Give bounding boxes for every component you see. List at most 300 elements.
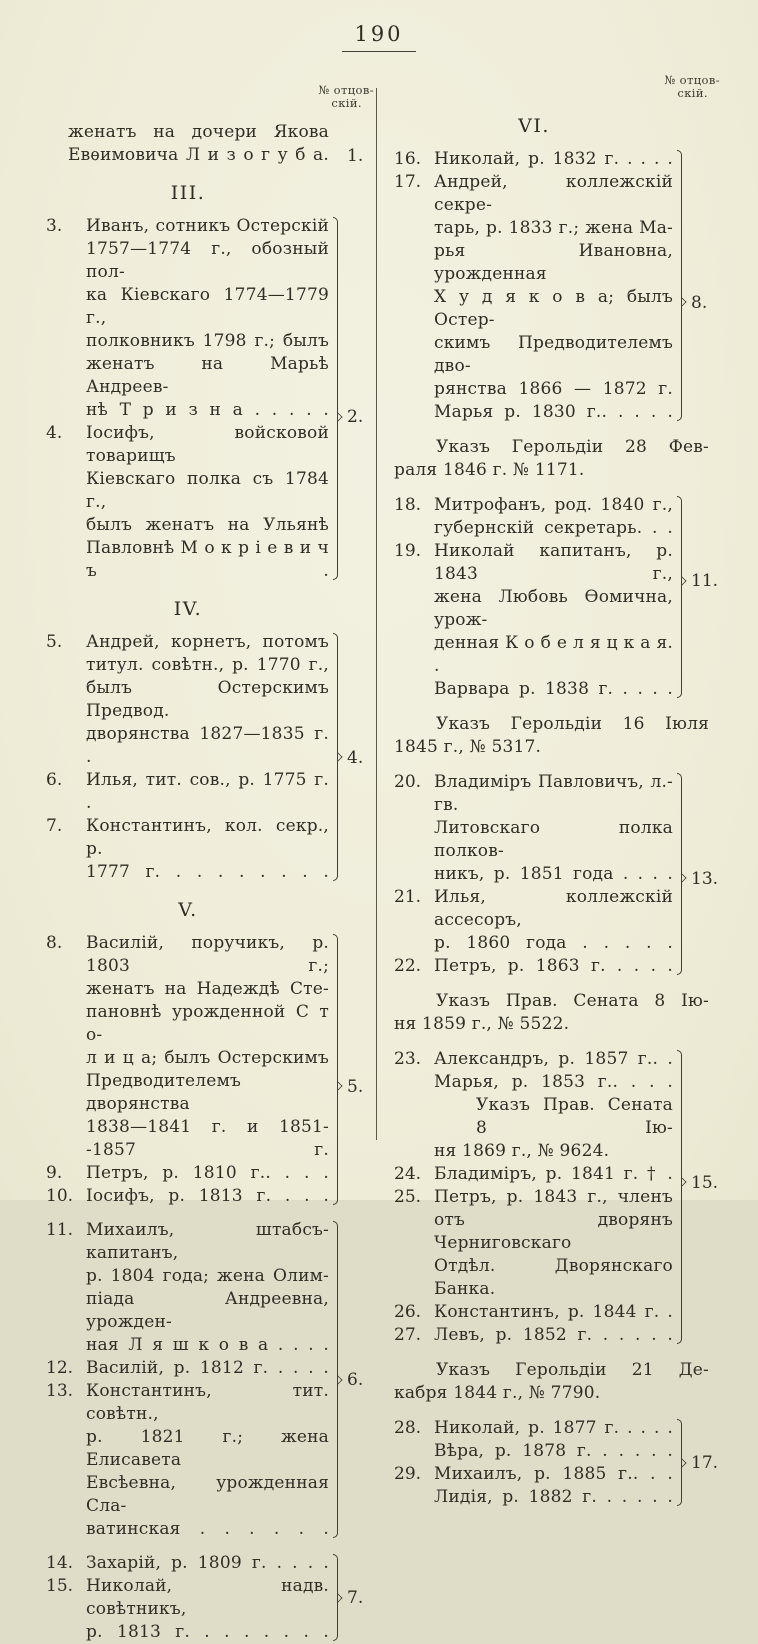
entry-number [394,1071,434,1094]
entry-line [46,861,329,884]
entry-text: р. 1860 года . . . . . [434,933,673,953]
entry-text: Х у д я к о в а; былъ Остер- [434,287,673,330]
group-bracket [677,1419,682,1506]
entry-line [394,378,673,401]
entry-number: 28. [394,1418,422,1438]
entry-text: скимъ Предводителемъ дво- [434,333,673,376]
entry-number: 29. [394,1464,422,1484]
entry-number [46,1288,86,1334]
entry-number: 8. [46,933,63,953]
entry-text: женатъ на Надеждѣ Сте- [86,979,329,999]
entry-line [394,1209,673,1255]
entry-text: полковникъ 1798 г.; былъ [86,331,329,351]
entry-line [394,1417,673,1440]
entry-line [394,148,673,171]
decree-text: Указъ Герольдіи 16 Іюля [436,714,709,734]
entry-lines [394,1048,684,1347]
entry-text: Евѳимовича Л и з о г у б а. [68,145,329,165]
entry-text: Марья, р. 1853 г.. . . . [434,1072,673,1092]
decree-lines [394,436,720,482]
entry-line [394,632,673,678]
entry-text: Василій, р. 1812 г. . . . . [86,1358,329,1378]
entry-number: 27. [394,1325,422,1345]
page-number-rule [342,51,416,52]
entry-line [46,514,329,537]
entry-text: женатъ на дочери Якова [68,122,329,142]
entry-text: Петръ, р. 1810 г.. . . . [86,1163,329,1183]
entry-text: губернскій секретарь. . . [434,518,673,538]
entry-number [46,1116,86,1162]
entry-text: ная Л я ш к о в а . . . . [86,1335,329,1355]
entry-text: былъ Остерскимъ Предвод. [86,678,329,721]
entry-line [394,886,673,932]
entry-line [46,1219,329,1265]
decree-line [394,459,709,482]
entry-number: 7. [46,816,63,836]
entry-number [46,1265,86,1288]
entry-line [46,1047,329,1070]
entry-text: Бладиміръ, р. 1841 г. † . [434,1164,673,1184]
entry-number [394,678,434,701]
entry-text: рья Ивановна, урожденная [434,241,673,284]
entry-line [46,654,329,677]
entry-line [46,144,329,167]
decree-lines [394,990,720,1036]
entry-line [394,771,673,817]
entry-number [394,286,434,332]
decree-line [394,436,709,459]
group-bracket [677,496,682,698]
group-bracket [677,773,682,975]
entry-line [46,1426,329,1472]
entry-text: л и ц а; былъ Остерскимъ [86,1048,329,1068]
father-number: 2. [347,407,364,428]
entry-line [394,217,673,240]
entry-text: рянства 1866 — 1872 г. [434,379,673,399]
entry-text: Николай, р. 1832 г. . . . . [434,149,673,169]
decree-text: ня 1859 г., № 5522. [394,1014,570,1034]
entry-number [46,1070,86,1116]
entry-line [394,1486,673,1509]
entry-line [394,540,673,586]
entry-number: 25. [394,1187,422,1207]
father-number-cell [684,148,720,424]
entry-number: 16. [394,149,422,169]
decree-line [394,990,709,1013]
group-bracket [333,1221,338,1538]
entry-group [46,215,376,583]
entry-line [46,932,329,978]
entry-number [46,514,86,537]
entry-lines [46,1552,340,1644]
entry-text: Андрей, коллежскій секре- [434,172,673,215]
entry-line [394,863,673,886]
father-number-cell [684,771,720,978]
entry-number [394,586,434,632]
entry-text: Илья, коллежскій ассесоръ, [434,887,673,930]
entry-number [46,1472,86,1518]
entry-lines [394,771,684,978]
entry-group [46,121,376,167]
entry-line [46,677,329,723]
entry-text: Николай, надв. совѣтникъ, [86,1576,329,1619]
entry-line [394,955,673,978]
entry-number [46,861,86,884]
entry-number: 24. [394,1164,422,1184]
entry-number [46,1518,86,1541]
column-header-line: № отцов- [664,73,720,87]
entry-number: 5. [46,632,63,652]
father-number: 11. [691,570,719,591]
entry-line [46,399,329,422]
entry-line [46,723,329,769]
entry-line [46,1116,329,1162]
entry-lines [394,148,684,424]
entry-lines [394,1417,684,1509]
entry-number [394,863,434,886]
entry-group [46,631,376,884]
entry-line [394,171,673,217]
entry-line [46,1621,329,1644]
entry-line [46,1185,329,1208]
entry-number [394,332,434,378]
column-header-line: скій. [677,86,708,100]
entry-number [394,1094,434,1140]
entry-line [46,1380,329,1426]
entry-line [46,1575,329,1621]
father-number-cell [340,1219,376,1541]
entry-number: 13. [46,1381,74,1401]
entry-line [46,815,329,861]
entry-line [46,1001,329,1047]
entry-line [394,817,673,863]
entry-line [394,1094,673,1140]
decree-line [394,1359,709,1382]
father-number: 7. [347,1588,364,1608]
father-number-cell [684,1048,720,1347]
entry-lines [46,121,340,167]
entry-line [394,1255,673,1301]
decree-text: Указъ Герольдіи 21 Де- [436,1360,709,1380]
entry-text: Петръ, р. 1863 г. . . . . [434,956,673,976]
entry-line [46,422,329,468]
entry-group [46,932,376,1208]
entry-number: 18. [394,495,422,515]
entry-line [46,978,329,1001]
entry-text: Михаилъ, штабсъ-капитанъ, [86,1220,329,1263]
entry-number [46,1334,86,1357]
entry-text: Марья р. 1830 г.. . . . . [434,402,673,422]
entry-number: 21. [394,887,422,907]
group-bracket [333,633,338,881]
entry-number [394,1486,434,1509]
father-number: 1. [347,145,364,166]
entry-line [46,468,329,514]
entry-text: Варвара р. 1838 г. . . . . [434,679,673,699]
entry-number: 20. [394,772,422,792]
entry-line [394,1071,673,1094]
entry-line [394,1048,673,1071]
entry-line [46,353,329,399]
entry-number [46,537,86,583]
entry-text: Литовскаго полка полков- [434,818,673,861]
entry-number [46,284,86,330]
entry-text: Константинъ, р. 1844 г. . [434,1302,673,1322]
entry-line [394,1463,673,1486]
entry-number: 11. [46,1220,74,1240]
entry-number [46,978,86,1001]
group-bracket [333,217,338,580]
group-bracket [333,1554,338,1641]
entry-text: Владиміръ Павловичъ, л.-гв. [434,772,673,815]
entry-number [46,654,86,677]
entry-text: Указъ Прав. Сената 8 Ію- [476,1095,673,1138]
entry-number [394,1255,434,1301]
decree-line [394,736,709,759]
entry-text: Кіевскаго полка съ 1784 г., [86,469,329,512]
column-header-line: скій. [331,96,362,110]
entry-line [46,1162,329,1185]
group-bracket [333,934,338,1205]
father-number-cell [340,932,376,1208]
entry-line [394,1163,673,1186]
entry-line [46,1265,329,1288]
entry-text: Александръ, р. 1857 г.. . [434,1049,673,1069]
entry-number: 17. [394,172,422,192]
entry-text: р. 1804 года; жена Олим- [86,1266,329,1286]
father-number: 5. [347,1076,364,1097]
entry-text: р. 1813 г. . . . . . . . [86,1622,329,1642]
section-heading: VI. [518,115,550,137]
entry-number: 6. [46,770,63,790]
decree-text: кабря 1844 г., № 7790. [394,1383,601,1403]
entry-number [394,240,434,286]
column-header-line: № отцов- [318,83,374,97]
entry-number: 4. [46,423,63,443]
entry-text: ня 1869 г., № 9624. [434,1141,610,1161]
entry-number [46,723,86,769]
entry-line [394,1440,673,1463]
entry-line [394,1140,673,1163]
decree-block [394,1359,720,1405]
entry-number [46,121,68,144]
entry-line [46,330,329,353]
entry-number [394,517,434,540]
entry-text: жена Любовь Ѳомична, урож- [434,587,673,630]
entry-text: р. 1821 г.; жена Елисавета [86,1427,329,1470]
entry-line [394,1301,673,1324]
decree-block [394,990,720,1036]
entry-text: Павловнѣ М о к р і е в и ч ъ . [86,538,329,581]
decree-lines [394,1359,720,1405]
entry-line [394,332,673,378]
entry-group [394,148,720,424]
entry-group [394,1048,720,1347]
entry-line [394,240,673,286]
father-number-cell [684,494,720,701]
entry-number: 26. [394,1302,422,1322]
entry-number [46,144,68,167]
decree-line [394,713,709,736]
entry-lines [46,1219,340,1541]
entry-number [46,677,86,723]
entry-number: 19. [394,541,422,561]
entry-line [46,1334,329,1357]
entry-text: піада Андреевна, урожден- [86,1289,329,1332]
entry-text: Николай, р. 1877 г. . . . . [434,1418,673,1438]
father-number: 8. [691,292,708,313]
entry-line [46,284,329,330]
entry-text: Лидія, р. 1882 г. . . . . . [434,1487,673,1507]
entry-number [46,399,86,422]
father-number-cell [340,121,376,167]
entry-text: никъ, р. 1851 года . . . . [434,864,673,884]
entry-lines [46,932,340,1208]
section-heading: V. [178,899,198,921]
entry-text: Захарій, р. 1809 г. . . . . [86,1553,329,1573]
entry-number [46,330,86,353]
entry-number [46,238,86,284]
entry-line [46,537,329,583]
entry-text: Михаилъ, р. 1885 г.. . . [434,1464,673,1484]
entry-text: Илья, тит. сов., р. 1775 г. . [86,770,329,813]
entry-text: Константинъ, кол. секр., р. [86,816,329,859]
entry-text: дворянства 1827—1835 г. . [86,724,329,767]
father-number-column-header [46,84,374,110]
entry-number [394,632,434,678]
entry-text: 1757—1774 г., обозный пол- [86,239,329,282]
entry-number [46,1621,86,1644]
entry-text: пановнѣ урожденной С т о- [86,1002,329,1045]
entry-line [394,1186,673,1209]
entry-number [46,353,86,399]
entry-text: ка Кіевскаго 1774—1779 г., [86,285,329,328]
entry-text: денная К о б е л я ц к а я. . [434,633,673,676]
entry-text: титул. совѣтн., р. 1770 г., [86,655,329,675]
decree-text: раля 1846 г. № 1171. [394,460,585,480]
entry-line [394,494,673,517]
entry-group [394,494,720,701]
entry-text: Предводителемъ дворянства [86,1071,242,1114]
entry-lines [46,631,340,884]
father-number: 4. [347,747,364,768]
entry-group [46,1552,376,1644]
entry-text: Петръ, р. 1843 г., членъ [434,1187,673,1207]
entry-number [394,817,434,863]
entry-number [46,1426,86,1472]
entry-number: 10. [46,1186,74,1206]
entry-text: Отдѣл. Дворянскаго Банка. [434,1256,673,1299]
father-number-cell [340,215,376,583]
father-number-cell [340,1552,376,1644]
column-left [46,74,376,1642]
father-number: 6. [347,1370,364,1390]
entry-number [394,932,434,955]
entry-line [394,286,673,332]
entry-line [394,932,673,955]
entry-number [46,1001,86,1047]
entry-lines [46,215,340,583]
entry-number: 3. [46,216,63,236]
entry-line [46,1070,329,1116]
entry-number [46,468,86,514]
group-bracket [677,1050,682,1344]
entry-text: отъ дворянъ Черниговскаго [434,1210,673,1253]
entry-text: Іосифъ, войсковой товарищъ [86,423,329,466]
entry-group [394,771,720,978]
decree-lines [394,713,720,759]
entry-text: Иванъ, сотникъ Остерскій [86,216,329,236]
decree-text: Указъ Прав. Сената 8 Ію- [436,991,709,1011]
entry-number: 9. [46,1163,63,1183]
father-number-column-header [394,74,720,100]
father-number: 15. [691,1172,719,1193]
entry-text: ватинская . . . . . . [86,1519,329,1539]
entry-text: Василій, поручикъ, р. 1803 г.; [86,933,329,976]
page-content [46,73,720,1642]
decree-block [394,713,720,759]
entry-text: Левъ, р. 1852 г. . . . . . [434,1325,673,1345]
entry-line [46,769,329,815]
entry-line [46,238,329,284]
entry-number: 12. [46,1358,74,1378]
entry-line [46,121,329,144]
entry-text: женатъ на Марьѣ Андреев- [86,354,329,397]
entry-line [46,1288,329,1334]
entry-text: 1777 г. . . . . . . . . [86,862,329,882]
entry-group [394,1417,720,1509]
page-header [0,0,758,52]
entry-number [46,1047,86,1070]
page-number: 190 [354,22,404,46]
entry-text: Митрофанъ, род. 1840 г., [434,495,673,515]
entry-text: Андрей, корнетъ, потомъ [86,632,329,652]
entry-text: Евсѣевна, урожденная Сла- [86,1473,329,1516]
entry-line [394,678,673,701]
entry-number: 15. [46,1576,74,1596]
section-heading: IV. [173,598,203,620]
entry-text: тарь, р. 1833 г.; жена Ма- [434,218,673,238]
decree-text: Указъ Герольдіи 28 Фев- [436,437,709,457]
entry-text: Іосифъ, р. 1813 г. . . . [86,1186,329,1206]
entry-text: нѣ Т р и з н а . . . . . [86,400,329,420]
entry-number [394,1209,434,1255]
decree-block [394,436,720,482]
entry-text: былъ женатъ на Ульянѣ [86,515,329,535]
entry-line [46,1552,329,1575]
entry-group [46,1219,376,1541]
entry-number: 23. [394,1049,422,1069]
entry-number [394,1440,434,1463]
entry-line [394,1324,673,1347]
entry-text: Николай капитанъ, р. 1843 г., [434,541,673,584]
decree-line [394,1382,709,1405]
entry-lines [394,494,684,701]
group-bracket [677,150,682,421]
decree-line [394,1013,709,1036]
entry-number [394,1140,434,1163]
entry-text: 1838—1841 г. и 1851--1857 г. [86,1117,329,1160]
entry-line [46,215,329,238]
entry-line [46,631,329,654]
father-number-cell [684,1417,720,1509]
entry-number: 22. [394,956,422,976]
entry-line [394,517,673,540]
entry-line [46,1357,329,1380]
entry-number [394,378,434,401]
father-number-cell [340,631,376,884]
column-right [377,73,720,1507]
